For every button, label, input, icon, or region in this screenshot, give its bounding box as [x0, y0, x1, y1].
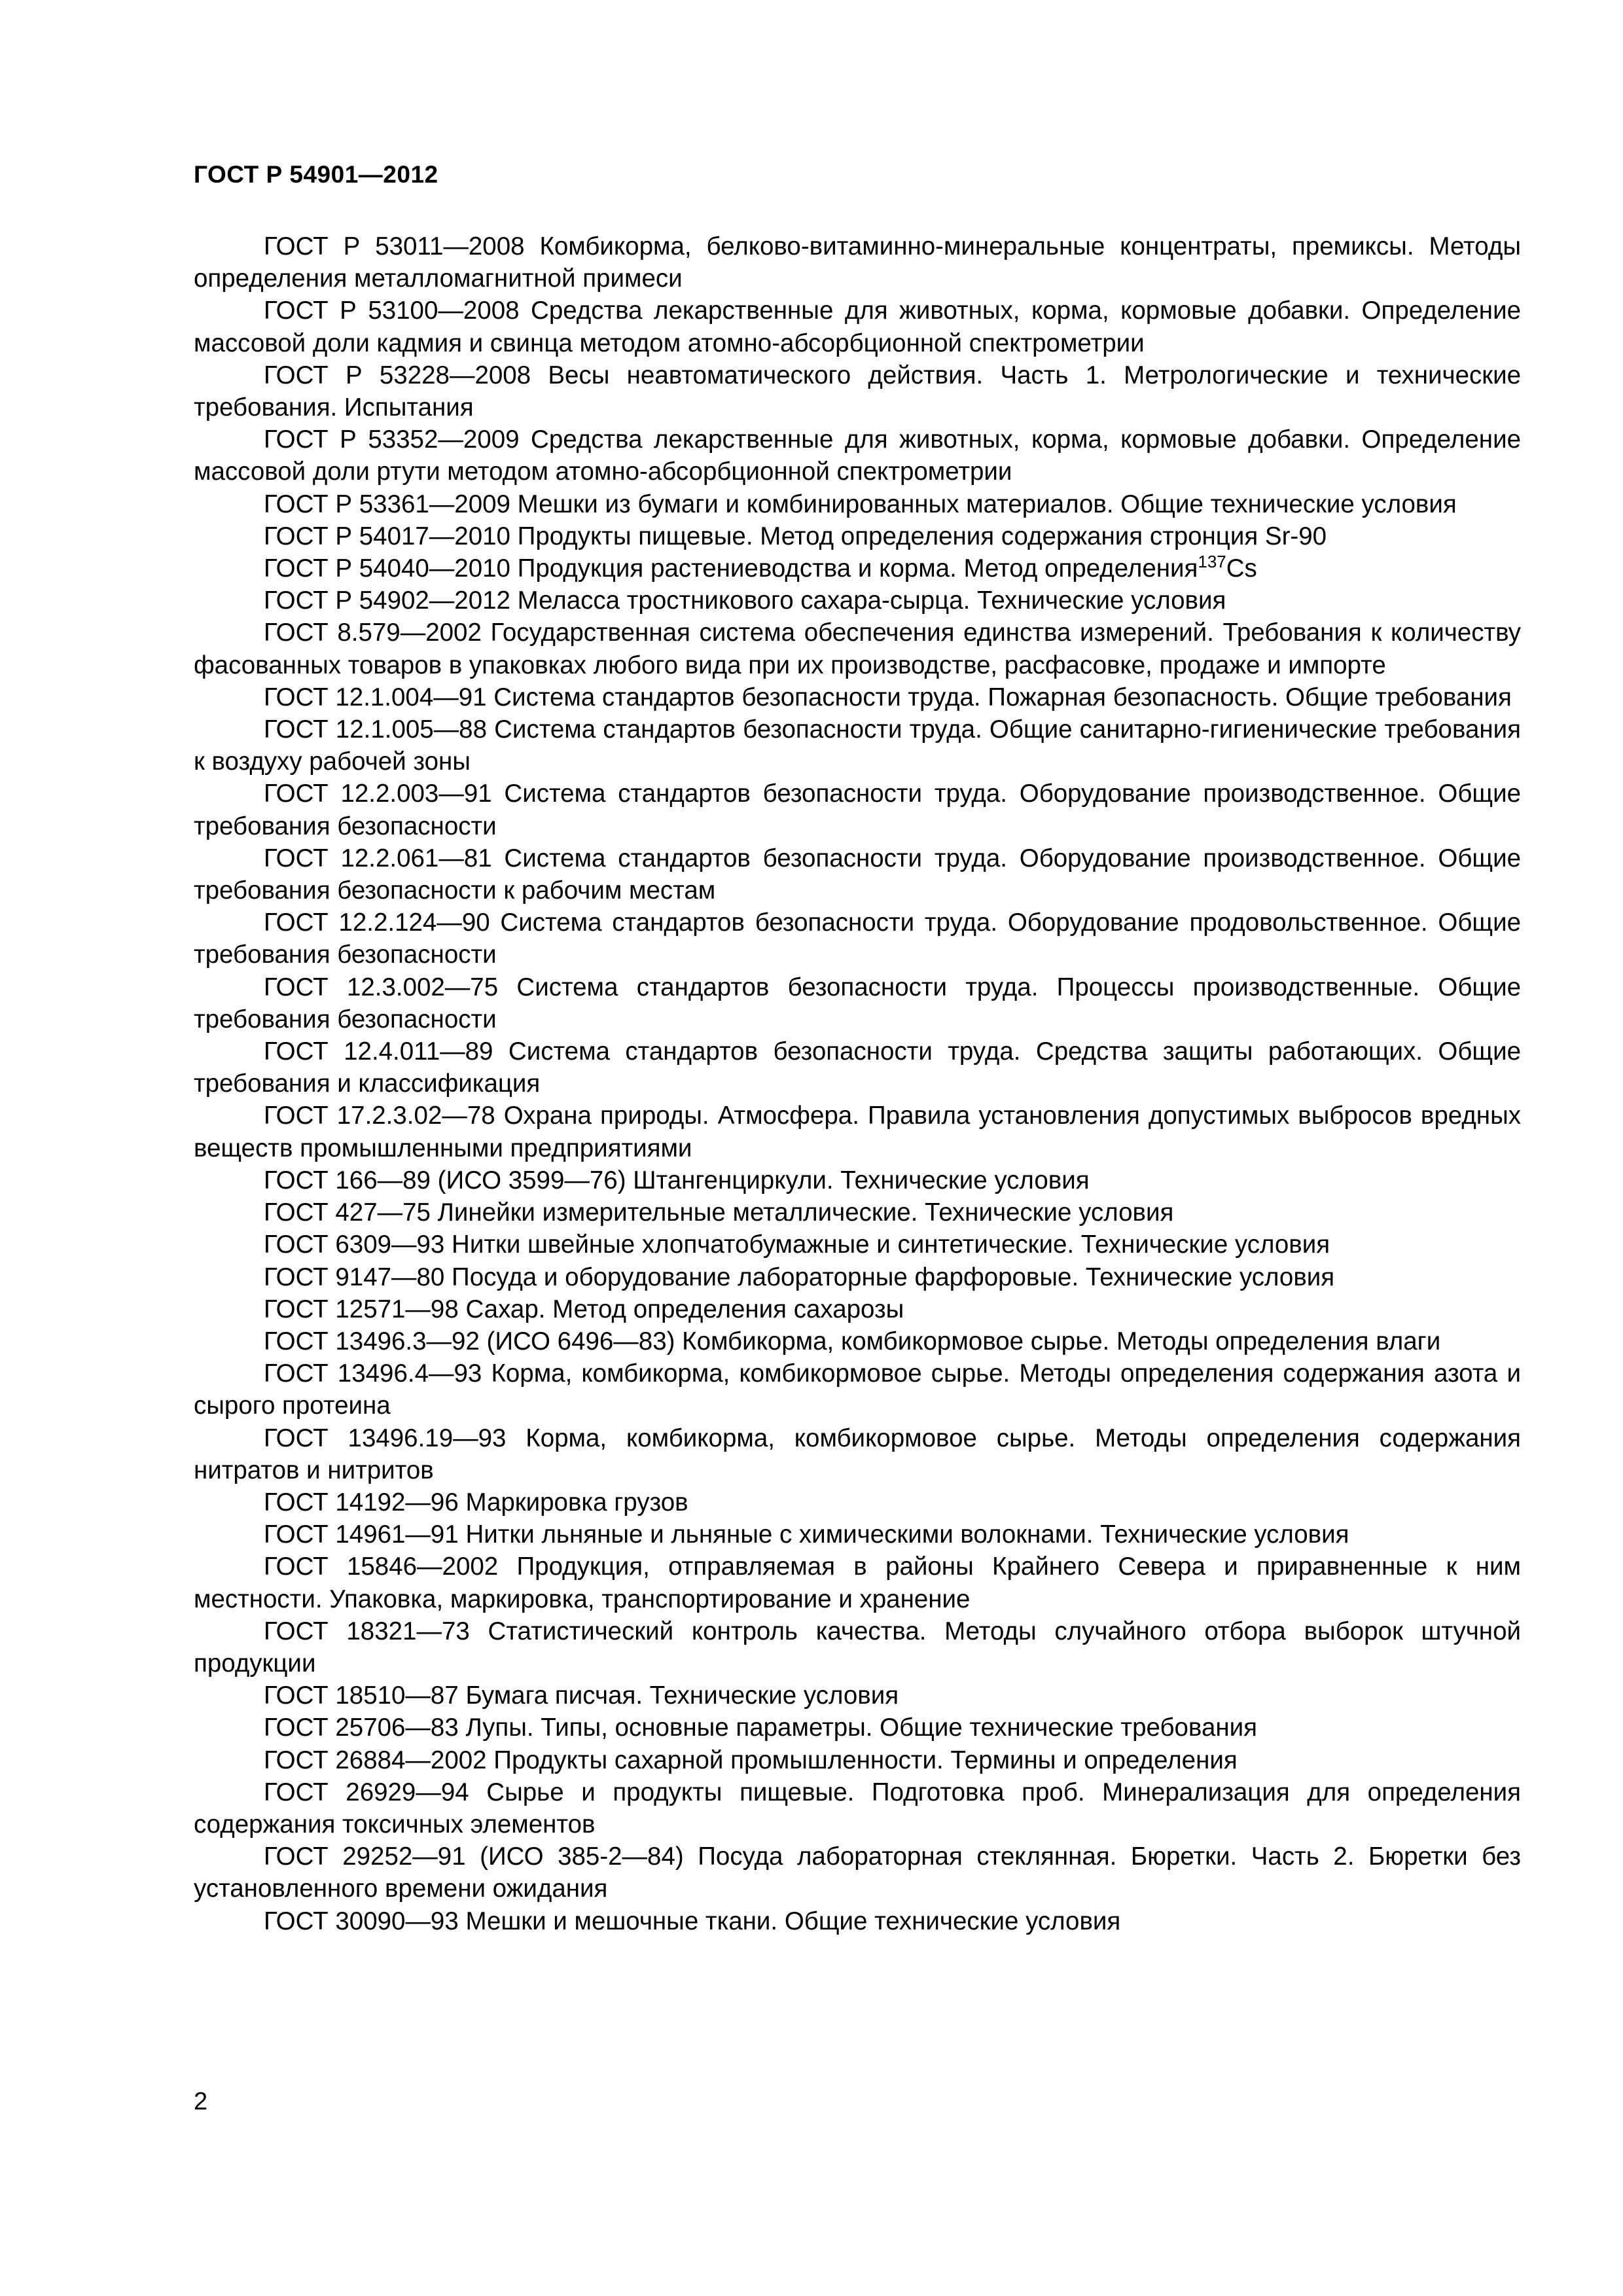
- reference-item: [194, 1518, 1521, 1551]
- reference-item: [194, 1551, 1521, 1615]
- reference-item: [194, 617, 1521, 681]
- reference-text: ГОСТ 13496.3—92 (ИСО 6496—83) Комбикорма, комбикормовое сырье. Методы определения влаги: [264, 1327, 1441, 1355]
- reference-superscript: 137: [1198, 552, 1226, 572]
- reference-text: ГОСТ 12.1.005—88 Система стандартов безопасности труда. Общие санитарно-гигиенические требования к воздуху рабочей зоны: [194, 715, 1521, 776]
- reference-text: ГОСТ Р 53352—2009 Средства лекарственные для животных, корма, кормовые добавки. Определение массовой доли ртути методом атомно-абсорбционной спектрометрии: [194, 425, 1521, 486]
- reference-text: ГОСТ 25706—83 Лупы. Типы, основные параметры. Общие технические требования: [264, 1713, 1257, 1742]
- reference-item: [194, 1357, 1521, 1422]
- reference-item: [194, 1261, 1521, 1293]
- reference-suffix: Cs: [1226, 554, 1257, 583]
- reference-text: ГОСТ 18321—73 Статистический контроль качества. Методы случайного отбора выборок штучной продукции: [194, 1617, 1521, 1677]
- reference-item: [194, 1035, 1521, 1100]
- reference-text: ГОСТ 26884—2002 Продукты сахарной промышленности. Термины и определения: [264, 1746, 1238, 1774]
- reference-text: ГОСТ 26929—94 Сырье и продукты пищевые. Подготовка проб. Минерализация для определения содержания токсичных элементов: [194, 1778, 1521, 1839]
- reference-item: [194, 584, 1521, 617]
- reference-text: ГОСТ 17.2.3.02—78 Охрана природы. Атмосфера. Правила установления допустимых выбросов вредных веществ промышленными предприятиями: [194, 1102, 1521, 1162]
- reference-text: ГОСТ 12.4.011—89 Система стандартов безопасности труда. Средства защиты работающих. Общие требования и классификация: [194, 1037, 1521, 1098]
- reference-text: ГОСТ 12.1.004—91 Система стандартов безопасности труда. Пожарная безопасность. Общие требования: [264, 683, 1512, 711]
- reference-text: ГОСТ 15846—2002 Продукция, отправляемая в районы Крайнего Севера и приравненные к ним местности. Упаковка, маркировка, транспортирование и хранение: [194, 1552, 1521, 1613]
- reference-item: [194, 520, 1521, 552]
- reference-text: ГОСТ Р 53100—2008 Средства лекарственные для животных, корма, кормовые добавки. Определение массовой доли кадмия и свинца методом атомно-абсорбционной спектрометрии: [194, 296, 1521, 357]
- reference-text: ГОСТ 6309—93 Нитки швейные хлопчатобумажные и синтетические. Технические условия: [264, 1230, 1330, 1259]
- reference-text: ГОСТ 8.579—2002 Государственная система обеспечения единства измерений. Требования к количеству фасованных товаров в упаковках любого вида при их производстве, расфасовке, продаже и импорте: [194, 619, 1521, 679]
- reference-item: [194, 1229, 1521, 1261]
- page-number: 2: [194, 2088, 208, 2115]
- reference-item: [194, 1325, 1521, 1357]
- reference-item: [194, 1164, 1521, 1196]
- reference-item: [194, 359, 1521, 423]
- reference-item: [194, 1100, 1521, 1164]
- normative-references-list: [194, 230, 1521, 1937]
- reference-item: [194, 778, 1521, 842]
- reference-item: [194, 1615, 1521, 1679]
- reference-text: ГОСТ 13496.19—93 Корма, комбикорма, комбикормовое сырье. Методы определения содержания нитратов и нитритов: [194, 1424, 1521, 1484]
- reference-text: ГОСТ 13496.4—93 Корма, комбикорма, комбикормовое сырье. Методы определения содержания азота и сырого протеина: [194, 1359, 1521, 1420]
- reference-text: ГОСТ Р 54017—2010 Продукты пищевые. Метод определения содержания стронция Sr-90: [264, 522, 1327, 550]
- reference-item: [194, 1744, 1521, 1776]
- reference-item: [194, 971, 1521, 1035]
- reference-item: [194, 423, 1521, 488]
- reference-text: ГОСТ 427—75 Линейки измерительные металлические. Технические условия: [264, 1198, 1174, 1227]
- reference-text: ГОСТ 12.3.002—75 Система стандартов безопасности труда. Процессы производственные. Общие требования безопасности: [194, 973, 1521, 1033]
- reference-item: [194, 1486, 1521, 1518]
- reference-item: [194, 1905, 1521, 1937]
- reference-text: ГОСТ Р 53228—2008 Весы неавтоматического действия. Часть 1. Метрологические и технические требования. Испытания: [194, 361, 1521, 422]
- reference-text: ГОСТ Р 54902—2012 Меласса тростникового сахара-сырца. Технические условия: [264, 586, 1226, 615]
- reference-item: [194, 713, 1521, 778]
- reference-item: [194, 1679, 1521, 1712]
- reference-text: ГОСТ 29252—91 (ИСО 385-2—84) Посуда лабораторная стеклянная. Бюретки. Часть 2. Бюретки без установленного времени ожидания: [194, 1842, 1521, 1903]
- reference-item: [194, 1840, 1521, 1905]
- reference-item: [194, 1422, 1521, 1486]
- reference-item: [194, 842, 1521, 906]
- reference-item: [194, 906, 1521, 971]
- reference-text: ГОСТ Р 53361—2009 Мешки из бумаги и комбинированных материалов. Общие технические условия: [264, 490, 1457, 518]
- document-header: ГОСТ Р 54901—2012: [194, 161, 438, 188]
- reference-text: ГОСТ 12.2.003—91 Система стандартов безопасности труда. Оборудование производственное. Общие требования безопасности: [194, 780, 1521, 840]
- reference-text: ГОСТ Р 54040—2010 Продукция растениеводства и корма. Метод определения: [264, 554, 1198, 583]
- reference-item: [194, 295, 1521, 359]
- reference-item: [194, 1776, 1521, 1840]
- reference-text: ГОСТ 9147—80 Посуда и оборудование лабораторные фарфоровые. Технические условия: [264, 1263, 1335, 1291]
- reference-text: ГОСТ 12571—98 Сахар. Метод определения сахарозы: [264, 1295, 904, 1323]
- reference-item: [194, 1196, 1521, 1229]
- reference-item: [194, 552, 1521, 584]
- reference-text: ГОСТ 30090—93 Мешки и мешочные ткани. Общие технические условия: [264, 1907, 1121, 1935]
- reference-text: ГОСТ Р 53011—2008 Комбикорма, белково-витаминно-минеральные концентраты, премиксы. Методы определения металломагнитной примеси: [194, 232, 1521, 293]
- reference-item: [194, 230, 1521, 295]
- reference-item: [194, 681, 1521, 713]
- reference-text: ГОСТ 18510—87 Бумага писчая. Технические условия: [264, 1681, 899, 1710]
- reference-text: ГОСТ 14192—96 Маркировка грузов: [264, 1488, 688, 1516]
- reference-text: ГОСТ 12.2.061—81 Система стандартов безопасности труда. Оборудование производственное. Общие требования безопасности к рабочим местам: [194, 844, 1521, 905]
- reference-item: [194, 1293, 1521, 1325]
- reference-text: ГОСТ 14961—91 Нитки льняные и льняные с химическими волокнами. Технические условия: [264, 1520, 1349, 1549]
- reference-text: ГОСТ 12.2.124—90 Система стандартов безопасности труда. Оборудование продовольственное. Общие требования безопасности: [194, 908, 1521, 969]
- reference-item: [194, 488, 1521, 520]
- reference-item: [194, 1712, 1521, 1744]
- reference-text: ГОСТ 166—89 (ИСО 3599—76) Штангенциркули. Технические условия: [264, 1166, 1090, 1194]
